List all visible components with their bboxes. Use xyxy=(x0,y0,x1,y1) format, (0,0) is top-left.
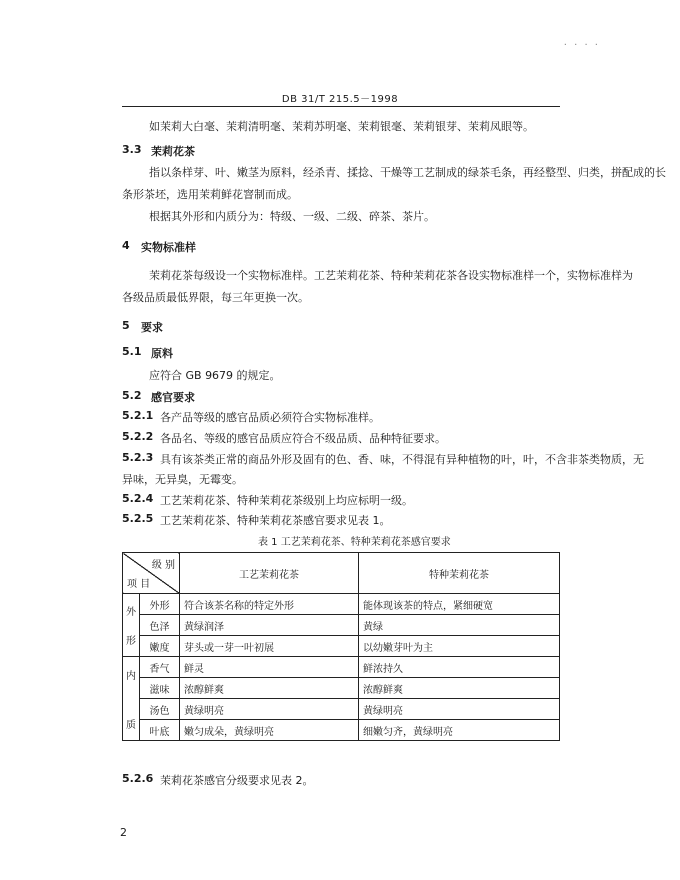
scan-noise-dots: · · · · xyxy=(563,40,600,51)
cell-craft: 黄绿润泽 xyxy=(180,615,359,636)
section-5-number: 5 xyxy=(122,319,130,332)
cell-craft: 嫩匀成朵，黄绿明亮 xyxy=(180,720,359,741)
clause-5-2-5-text: 工艺茉莉花茶、特种茉莉花茶感官要求见表 1。 xyxy=(160,514,391,527)
table-row xyxy=(123,615,560,636)
cell-special: 黄绿 xyxy=(359,615,560,636)
page-header-doc-code: DB 31/T 215.5－1998 xyxy=(281,94,399,105)
paragraph-standard-sample-line-2: 各级品质最低界限，每三年更换一次。 xyxy=(122,291,309,304)
cell-special: 以幼嫩芽叶为主 xyxy=(359,636,560,657)
clause-5-2-1-text: 各产品等级的感官品质必须符合实物标准样。 xyxy=(160,411,380,424)
paragraph-grades: 根据其外形和内质分为：特级、一级、二级、碎茶、茶片。 xyxy=(149,210,435,223)
table-corner-cell xyxy=(123,553,180,594)
table-row xyxy=(123,636,560,657)
table-row xyxy=(123,720,560,741)
cell-craft: 浓醇鲜爽 xyxy=(180,678,359,699)
clause-5-2-6-text: 茉莉花茶感官分级要求见表 2。 xyxy=(160,774,314,787)
section-4-number: 4 xyxy=(122,239,130,252)
row-item-name: 色泽 xyxy=(140,615,180,636)
paragraph-definition-line-1: 指以条样芽、叶、嫩茎为原料，经杀青、揉捻、干燥等工艺制成的绿茶毛条，再经整型、归类，拼配成的长 xyxy=(149,166,666,179)
cell-craft: 符合该茶名称的特定外形 xyxy=(180,594,359,615)
section-3-3-title: 茉莉花茶 xyxy=(151,145,195,158)
corner-item-label: 项 目 xyxy=(127,579,151,590)
group-inner-char-1: 内 xyxy=(126,670,137,682)
paragraph-definition-line-2: 条形茶坯，选用茉莉鲜花窨制而成。 xyxy=(122,188,298,201)
clause-5-2-3-text-line-2: 异味，无异臭，无霉变。 xyxy=(122,473,243,486)
clause-5-2-2-number: 5.2.2 xyxy=(122,430,154,443)
row-item-name: 外形 xyxy=(140,594,180,615)
cell-special: 细嫩匀齐，黄绿明亮 xyxy=(359,720,560,741)
row-item-name: 滋味 xyxy=(140,678,180,699)
group-outer-char-1: 外 xyxy=(126,607,137,618)
cell-special: 黄绿明亮 xyxy=(359,699,560,720)
sensory-requirements-table xyxy=(122,552,560,741)
corner-level-label: 级 别 xyxy=(151,560,175,571)
section-5-title: 要求 xyxy=(141,321,163,334)
cell-special: 能体现该茶的特点，紧细硬宽 xyxy=(359,594,560,615)
cell-craft: 芽头或一芽一叶初展 xyxy=(180,636,359,657)
clause-5-2-3-text-line-1: 具有该茶类正常的商品外形及固有的色、香、味，不得混有异种植物的叶，叶，不含非茶类物质，无 xyxy=(160,453,644,466)
clause-5-2-2-text: 各品名、等级的感官品质应符合不级品质、品种特征要求。 xyxy=(160,432,446,445)
table-row xyxy=(123,678,560,699)
clause-5-2-6-number: 5.2.6 xyxy=(122,772,154,785)
column-header-special-jasmine: 特种茉莉花茶 xyxy=(359,553,560,594)
cell-craft: 黄绿明亮 xyxy=(180,699,359,720)
row-item-name: 香气 xyxy=(140,657,180,678)
row-item-name: 嫩度 xyxy=(140,636,180,657)
section-3-3-number: 3.3 xyxy=(122,143,142,156)
table-row xyxy=(123,594,560,615)
row-item-name: 汤色 xyxy=(140,699,180,720)
section-4-title: 实物标准样 xyxy=(141,241,196,254)
section-5-2-title: 感官要求 xyxy=(151,391,195,404)
header-rule xyxy=(122,106,560,107)
group-inner-char-2: 质 xyxy=(126,719,137,731)
clause-5-2-1-number: 5.2.1 xyxy=(122,409,154,422)
table-row xyxy=(123,699,560,720)
table-row xyxy=(123,657,560,678)
clause-5-2-5-number: 5.2.5 xyxy=(122,512,154,525)
paragraph-examples: 如茉莉大白毫、茉莉清明毫、茉莉苏明毫、茉莉银毫、茉莉银芽、茉莉凤眼等。 xyxy=(149,120,534,133)
clause-5-2-3-number: 5.2.3 xyxy=(122,451,154,464)
paragraph-raw-material: 应符合 GB 9679 的规定。 xyxy=(149,369,281,382)
group-outer-char-2: 形 xyxy=(126,636,137,647)
column-header-craft-jasmine: 工艺茉莉花茶 xyxy=(180,553,359,594)
cell-special: 浓醇鲜爽 xyxy=(359,678,560,699)
section-5-1-number: 5.1 xyxy=(122,345,142,358)
table-header-row xyxy=(123,553,560,594)
cell-special: 鲜浓持久 xyxy=(359,657,560,678)
paragraph-standard-sample-line-1: 茉莉花茶每级设一个实物标准样。工艺茉莉花茶、特种茉莉花茶各设实物标准样一个，实物标准样为 xyxy=(149,269,633,282)
clause-5-2-4-text: 工艺茉莉花茶、特种茉莉花茶级别上均应标明一级。 xyxy=(160,494,413,507)
table-1-caption: 表 1 工艺茉莉花茶、特种茉莉花茶感官要求 xyxy=(258,537,451,548)
cell-craft: 鲜灵 xyxy=(180,657,359,678)
clause-5-2-4-number: 5.2.4 xyxy=(122,492,154,505)
section-5-1-title: 原料 xyxy=(151,347,173,360)
group-inner-cell xyxy=(123,657,140,741)
section-5-2-number: 5.2 xyxy=(122,389,142,402)
group-outer-cell xyxy=(123,594,140,657)
page-number: 2 xyxy=(120,826,127,839)
row-item-name: 叶底 xyxy=(140,720,180,741)
